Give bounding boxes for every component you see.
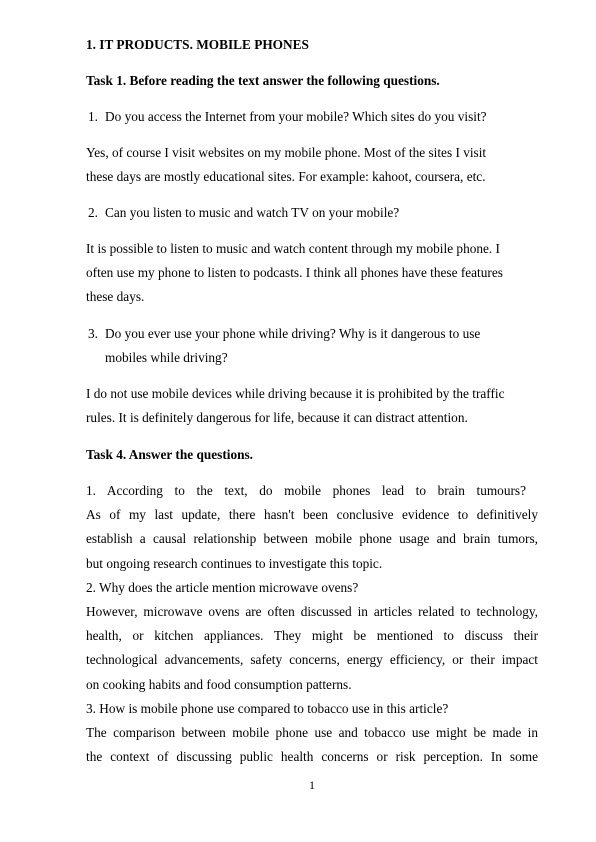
document-page (86, 0, 538, 842)
task4-line: but ongoing research continues to investigate this topic. (86, 555, 383, 571)
question-text: Do you access the Internet from your mobile? Which sites do you visit? (105, 109, 487, 124)
task1-question-2 (86, 201, 525, 225)
answer-line: often use my phone to listen to podcasts. I think all phones have these features (86, 265, 503, 281)
task1-answer-3 (86, 382, 505, 430)
question-number: 3. (88, 326, 98, 341)
question-text (86, 322, 525, 370)
task4-line: health, or kitchen appliances. They might be mentioned to discuss their (86, 628, 538, 644)
answer-line: these days. (86, 289, 145, 305)
section-title: 1. IT PRODUCTS. MOBILE PHONES (86, 37, 309, 52)
task4-line: technological advancements, safety concerns, energy efficiency, or their impact (86, 652, 538, 668)
question-number: 1. (88, 109, 98, 124)
task4-line: The comparison between mobile phone use and tobacco use might be made in (86, 725, 538, 741)
task4-body (86, 479, 538, 769)
task1-answer-2 (86, 237, 503, 310)
answer-line: It is possible to listen to music and watch content through my mobile phone. I (86, 241, 500, 256)
task1-title: Task 1. Before reading the text answer the following questions. (86, 73, 440, 88)
task4-line: As of my last update, there hasn't been conclusive evidence to definitively (86, 507, 538, 523)
question-text: Can you listen to music and watch TV on your mobile? (105, 205, 400, 220)
task4-line: establish a causal relationship between mobile phone usage and brain tumors, (86, 531, 538, 547)
task4-line: 2. Why does the article mention microwave ovens? (86, 579, 359, 595)
answer-line: rules. It is definitely dangerous for life, because it can distract attention. (86, 410, 468, 426)
task4-line: on cooking habits and food consumption patterns. (86, 676, 352, 692)
task4-line: the context of discussing public health concerns or risk perception. In some (86, 749, 538, 765)
task4-line: However, microwave ovens are often discussed in articles related to technology, (86, 604, 538, 620)
question-number: 2. (88, 205, 98, 220)
page-number: 1 (309, 778, 315, 792)
task4-title: Task 4. Answer the questions. (86, 447, 253, 462)
answer-line: Yes, of course I visit websites on my mobile phone. Most of the sites I visit (86, 145, 487, 160)
question-line: Do you ever use your phone while driving? Why is it dangerous to use (105, 326, 481, 341)
answer-line: I do not use mobile devices while driving because it is prohibited by the traffic (86, 386, 505, 401)
task1-question-3 (86, 322, 525, 370)
task1-question-1 (86, 105, 525, 129)
answer-line: these days are mostly educational sites. For example: kahoot, coursera, etc. (86, 169, 486, 185)
task1-answer-1 (86, 141, 486, 189)
task4-line: 1. According to the text, do mobile phones lead to brain tumours? (86, 483, 526, 498)
task4-line: 3. How is mobile phone use compared to tobacco use in this article? (86, 700, 449, 716)
question-line: mobiles while driving? (105, 350, 228, 365)
